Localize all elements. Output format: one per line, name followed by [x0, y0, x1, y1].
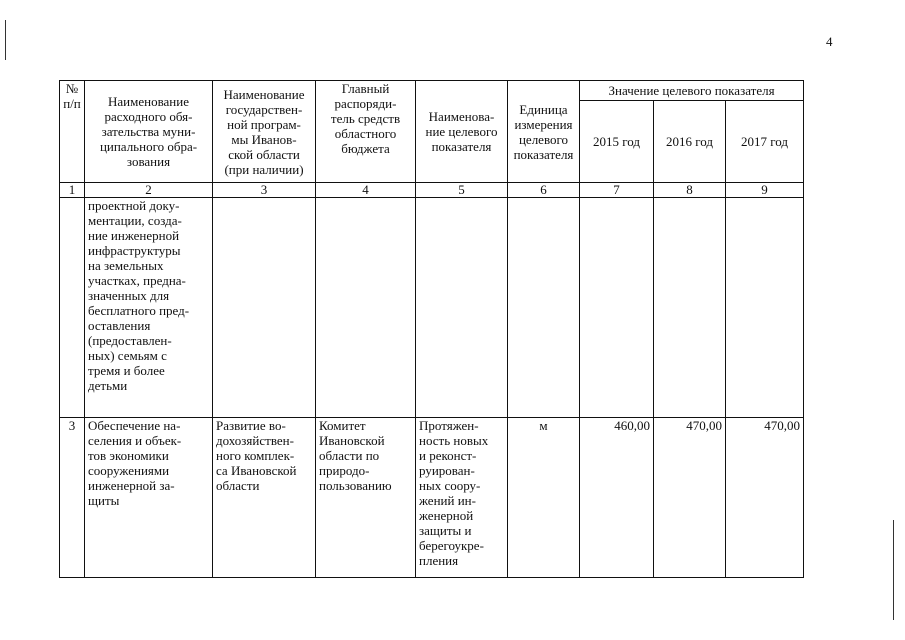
target-indicators-table — [59, 80, 804, 578]
header-expense-obligation: Наименование расходного обя- зательства муни- ципального обра- зования — [85, 81, 213, 183]
scan-edge-mark-left — [5, 20, 6, 60]
header-num: № п/п — [60, 81, 85, 183]
table-row — [60, 418, 804, 578]
row-unit — [508, 198, 580, 418]
column-number: 6 — [508, 183, 580, 198]
row-value-2015 — [580, 198, 654, 418]
column-number: 1 — [60, 183, 85, 198]
column-number: 3 — [213, 183, 316, 198]
row-value-2016: 470,00 — [654, 418, 726, 578]
row-value-2017: 470,00 — [726, 418, 804, 578]
row-value-2017 — [726, 198, 804, 418]
column-number: 5 — [416, 183, 508, 198]
row-budget-manager — [316, 198, 416, 418]
table-row — [60, 198, 804, 418]
row-num — [60, 198, 85, 418]
scan-edge-mark-right — [893, 520, 894, 620]
row-expense-obligation: проектной доку- ментации, созда- ние инженерной инфраструктуры на земельных участках, предна- значенных для бесплатного пред- оставления (предоставлен- ных) семьям с тремя и более детьми — [85, 198, 213, 418]
page-number: 4 — [826, 34, 833, 49]
header-year-2016: 2016 год — [654, 101, 726, 183]
header-year-2015: 2015 год — [580, 101, 654, 183]
row-num: 3 — [60, 418, 85, 578]
row-value-2016 — [654, 198, 726, 418]
header-indicator-name: Наименова- ние целевого показателя — [416, 81, 508, 183]
row-expense-obligation: Обеспечение на- селения и объек- тов экономики сооружениями инженерной за- щиты — [85, 418, 213, 578]
row-value-2015: 460,00 — [580, 418, 654, 578]
row-unit: м — [508, 418, 580, 578]
header-budget-manager: Главный распоряди- тель средств областного бюджета — [316, 81, 416, 183]
row-budget-manager: Комитет Ивановской области по природо- пользованию — [316, 418, 416, 578]
row-indicator-name — [416, 198, 508, 418]
header-state-program: Наименование государствен- ной програм- мы Иванов- ской области (при наличии) — [213, 81, 316, 183]
row-state-program — [213, 198, 316, 418]
column-number: 4 — [316, 183, 416, 198]
column-number: 9 — [726, 183, 804, 198]
header-unit: Единица измерения целевого показателя — [508, 81, 580, 183]
column-number: 8 — [654, 183, 726, 198]
row-state-program: Развитие во- дохозяйствен- ного комплек- са Ивановской области — [213, 418, 316, 578]
header-target-value-group: Значение целевого показателя — [580, 81, 804, 101]
column-number: 7 — [580, 183, 654, 198]
header-year-2017: 2017 год — [726, 101, 804, 183]
row-indicator-name: Протяжен- ность новых и реконст- руирован- ных соору- жений ин- женерной защиты и берегоукре- пления — [416, 418, 508, 578]
column-number: 2 — [85, 183, 213, 198]
